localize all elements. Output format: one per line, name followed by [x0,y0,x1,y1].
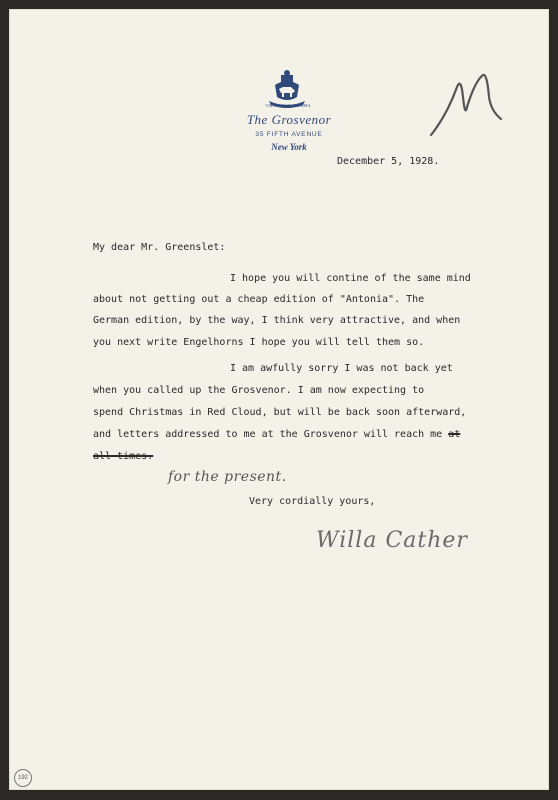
handwritten-insertion: for the present. [168,469,287,485]
letterhead-name: The Grosvenor [246,112,332,127]
body-line: when you called up the Grosvenor. I am now expecting to [93,385,425,396]
body-line: you next write Engelhorns I hope you will tell them so. [93,337,425,348]
handwritten-initial-mark [427,67,507,139]
body-line: German edition, by the way, I think very attractive, and when [93,315,461,326]
body-line: about not getting out a cheap edition of "Antonia". The [93,294,425,305]
body-line: I am awfully sorry I was not back yet [230,363,453,374]
body-line: spend Christmas in Red Cloud, but will be back soon afterward, [93,407,467,418]
letter-date: December 5, 1928. [337,156,440,167]
letter-page [9,9,549,790]
letterhead-address: 35 FIFTH AVENUE [255,131,323,138]
struck-phrase: all times. [93,451,154,462]
closing: Very cordially yours, [249,496,376,507]
body-line-text: and letters addressed to me at the Grosvenor will reach me [93,429,443,440]
salutation: My dear Mr. Greenslet: [93,242,226,253]
signature: Willa Cather [316,528,468,553]
body-line: I hope you will contine of the same mind [230,273,471,284]
letterhead-motto: VIRTUS NON STEMMA [265,103,311,108]
letterhead-city: New York [271,142,307,152]
struck-word: at [448,429,461,440]
folio-number-stamp: 192 [14,769,32,787]
body-line [93,429,460,440]
